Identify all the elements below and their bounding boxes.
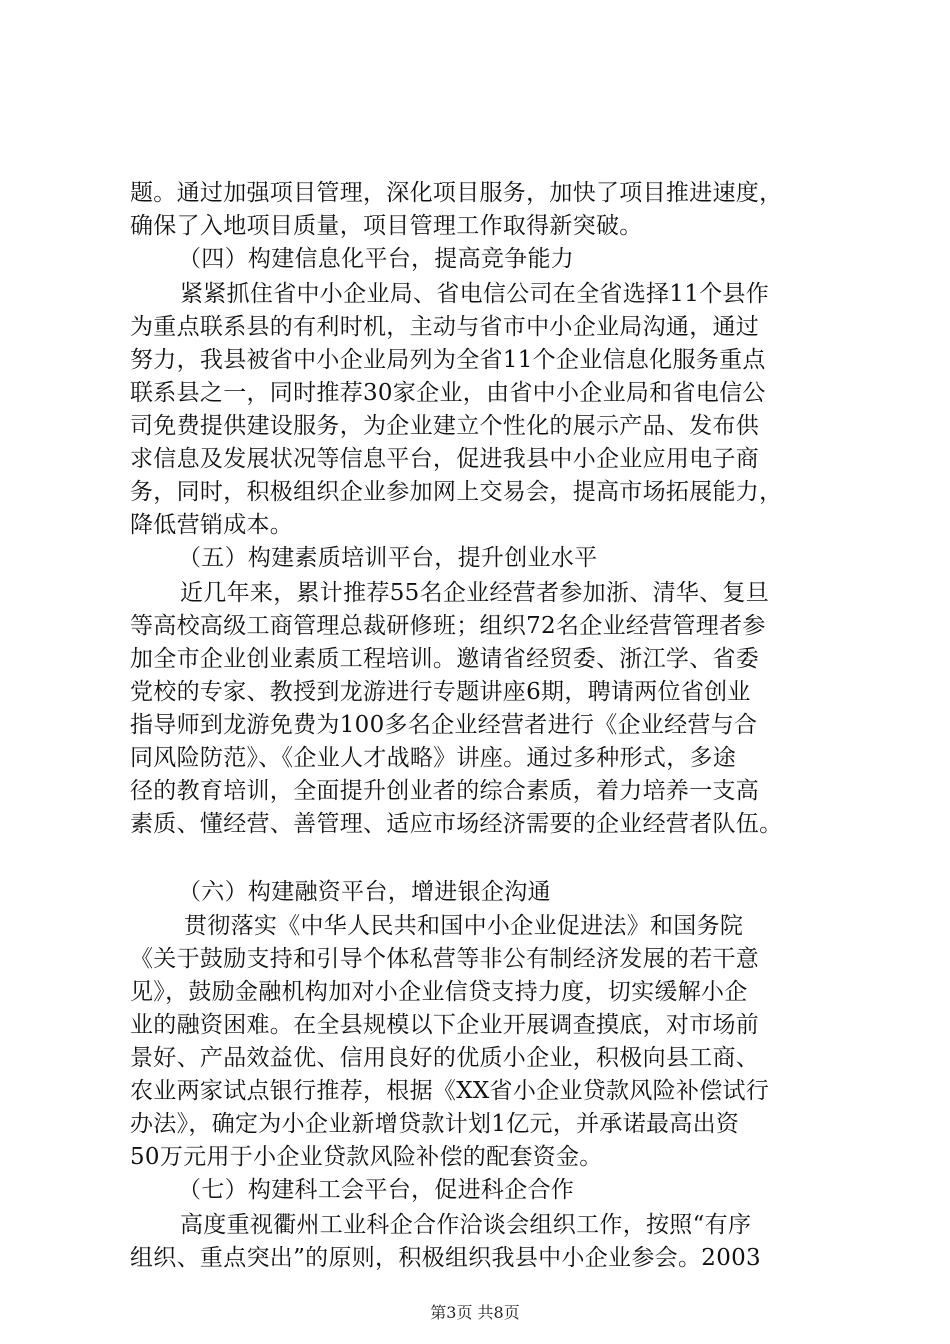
text-line-1: 题。通过加强项目管理，深化项目服务，加快了项目推进速度， — [130, 180, 783, 206]
text-line-20: 素质、懂经营、善管理、适应市场经济需要的企业经营者队伍。 — [130, 811, 783, 837]
text-line-24: 见》，鼓励金融机构加对小企业信贷支持力度，切实缓解小企 — [130, 979, 748, 1005]
text-line-11: 降低营销成本。 — [130, 512, 294, 538]
text-line-5: 为重点联系县的有利时机，主动与省市中小企业局沟通，通过 — [130, 314, 760, 340]
text-line-18: 同风险防范》、《企业人才战略》讲座。通过多种形式，多途 — [130, 745, 737, 771]
text-line-7: 联系县之一，同时推荐30家企业，由省中小企业局和省电信公 — [130, 380, 766, 406]
text-line-16: 党校的专家、教授到龙游进行专题讲座6期，聘请两位省创业 — [130, 679, 751, 705]
text-line-23: 《关于鼓励支持和引导个体私营等非公有制经济发展的若干意 — [130, 946, 760, 972]
text-line-14: 等高校高级工商管理总裁研修班；组织72名企业经营管理者参 — [130, 613, 766, 639]
section-heading-6: （六）构建融资平台，增进银企沟通 — [178, 879, 551, 905]
text-line-9: 求信息及发展状况等信息平台，促进我县中小企业应用电子商 — [130, 446, 760, 472]
text-line-28: 办法》，确定为小企业新增贷款计划1亿元，并承诺最高出资 — [130, 1111, 740, 1137]
text-line-10: 务，同时，积极组织企业参加网上交易会，提高市场拓展能力， — [130, 479, 783, 505]
page-footer: 第3页 共8页 — [430, 1303, 520, 1322]
text-line-22: 贯彻落实《中华人民共和国中小企业促进法》和国务院 — [184, 913, 744, 939]
text-line-4: 紧紧抓住省中小企业局、省电信公司在全省选择11个县作 — [180, 281, 770, 307]
text-line-8: 司免费提供建设服务，为企业建立个性化的展示产品、发布供 — [130, 413, 760, 439]
text-line-27: 农业两家试点银行推荐，根据《XX省小企业贷款风险补偿试行 — [130, 1078, 770, 1104]
section-heading-5: （五）构建素质培训平台，提升创业水平 — [178, 545, 598, 571]
text-line-29: 50万元用于小企业贷款风险补偿的配套资金。 — [130, 1144, 603, 1170]
text-line-2: 确保了入地项目质量，项目管理工作取得新突破。 — [130, 213, 643, 239]
text-line-6: 努力，我县被省中小企业局列为全省11个企业信息化服务重点 — [130, 347, 766, 373]
section-heading-4: （四）构建信息化平台，提高竞争能力 — [178, 246, 575, 272]
text-line-31: 高度重视衢州工业科企合作洽谈会组织工作，按照“有序 — [180, 1212, 752, 1238]
text-line-17: 指导师到龙游免费为100多名企业经营者进行《企业经营与合 — [130, 712, 758, 738]
text-line-32: 组织、重点突出”的原则，积极组织我县中小企业参会。2003 — [130, 1245, 761, 1271]
text-line-15: 加全市企业创业素质工程培训。邀请省经贸委、浙江学、省委 — [130, 646, 760, 672]
text-line-26: 景好、产品效益优、信用良好的优质小企业，积极向县工商、 — [130, 1045, 760, 1071]
text-line-19: 径的教育培训，全面提升创业者的综合素质，着力培养一支高 — [130, 778, 760, 804]
text-line-13: 近几年来，累计推荐55名企业经营者参加浙、清华、复旦 — [180, 580, 770, 606]
text-line-25: 业的融资困难。在全县规模以下企业开展调查摸底，对市场前 — [130, 1012, 760, 1038]
section-heading-7: （七）构建科工会平台，促进科企合作 — [178, 1177, 575, 1203]
